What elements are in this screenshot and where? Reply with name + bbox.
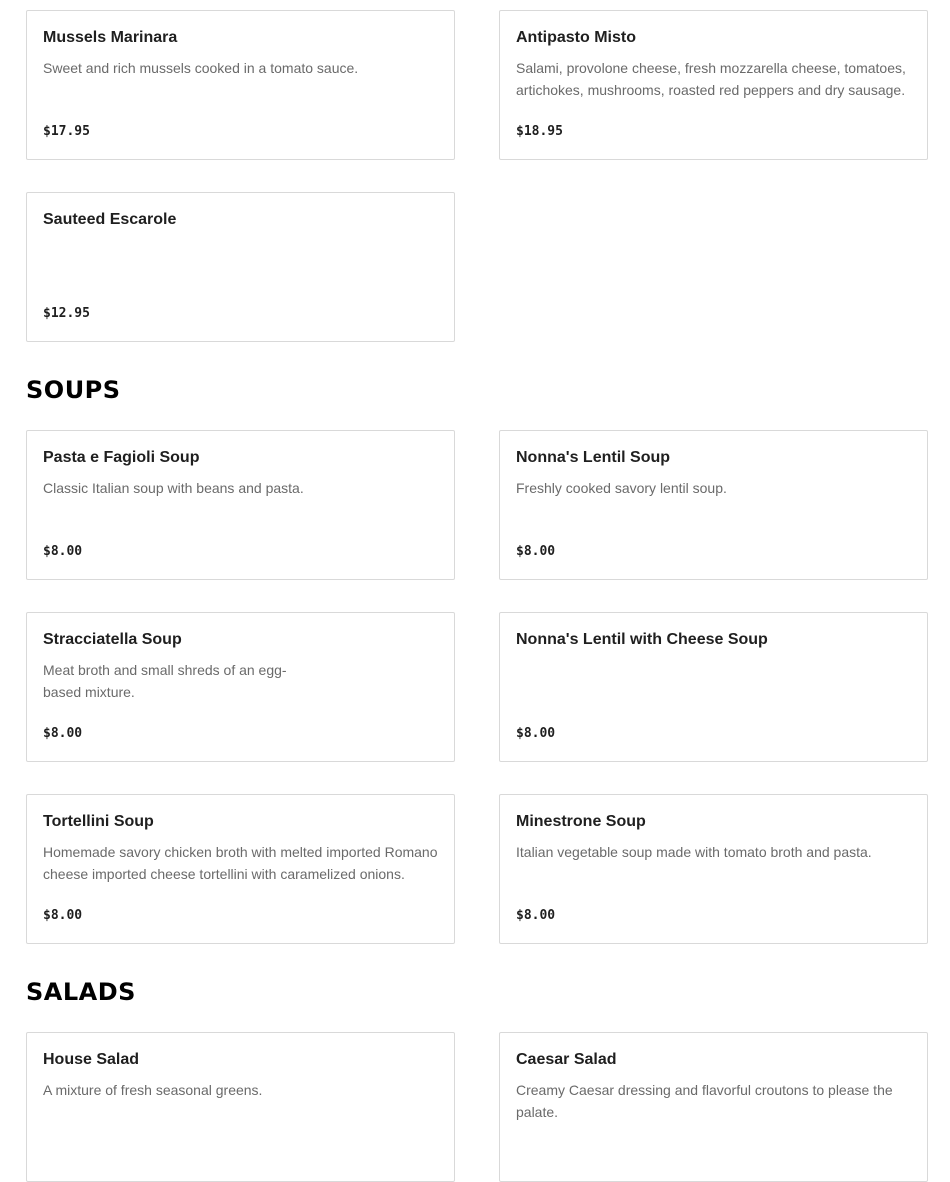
menu-item-name: Nonna's Lentil with Cheese Soup <box>516 631 768 648</box>
menu-item-name: Minestrone Soup <box>516 813 646 830</box>
menu-item-price: $8.00 <box>516 726 556 741</box>
menu-item-description: Salami, provolone cheese, fresh mozzarella cheese, tomatoes, artichokes, mushrooms, roasted red peppers and dry sausage. <box>516 60 906 98</box>
menu-item-card[interactable] <box>499 10 928 160</box>
menu-item-name: Tortellini Soup <box>43 813 154 830</box>
menu-item-description: Italian vegetable soup made with tomato broth and pasta. <box>516 844 872 860</box>
menu-item-description: Classic Italian soup with beans and pasta. <box>43 480 304 496</box>
menu-item-name: Nonna's Lentil Soup <box>516 449 671 466</box>
menu-item-price: $8.00 <box>516 908 556 923</box>
menu-item-card[interactable] <box>499 430 928 580</box>
menu-item-price: $8.00 <box>43 726 83 741</box>
salads-grid <box>26 1032 928 1182</box>
menu-item-description: Sweet and rich mussels cooked in a tomato sauce. <box>43 60 359 76</box>
menu-item-price: $17.95 <box>43 124 90 139</box>
menu-item-name: Caesar Salad <box>516 1051 617 1068</box>
menu-item-card[interactable] <box>26 10 455 160</box>
menu-item-card[interactable] <box>26 430 455 580</box>
menu-item-description: Meat broth and small shreds of an egg-based mixture. <box>43 662 287 700</box>
menu-item-card[interactable] <box>26 794 455 944</box>
menu-item-name: Sauteed Escarole <box>43 211 177 228</box>
menu-item-description: Homemade savory chicken broth with melted imported Romano cheese imported cheese tortellini with caramelized onions. <box>43 844 438 882</box>
menu-item-name: Pasta e Fagioli Soup <box>43 449 200 466</box>
menu-item-card[interactable] <box>499 1032 928 1182</box>
menu-item-name: Mussels Marinara <box>43 29 178 46</box>
menu-item-card[interactable] <box>26 192 455 342</box>
menu-item-price: $8.00 <box>516 544 556 559</box>
menu-page <box>26 10 928 1182</box>
menu-item-card[interactable] <box>26 612 455 762</box>
menu-item-description: A mixture of fresh seasonal greens. <box>43 1082 263 1098</box>
menu-item-description: Creamy Caesar dressing and flavorful croutons to please the palate. <box>516 1082 893 1120</box>
menu-item-name: House Salad <box>43 1051 140 1068</box>
menu-item-price: $8.00 <box>43 908 83 923</box>
menu-item-description: Freshly cooked savory lentil soup. <box>516 480 727 496</box>
menu-item-name: Antipasto Misto <box>516 29 636 46</box>
section-heading-salads: SALADS <box>26 978 136 1006</box>
menu-item-price: $8.00 <box>43 544 83 559</box>
menu-item-card[interactable] <box>499 794 928 944</box>
menu-item-card[interactable] <box>499 612 928 762</box>
menu-item-card[interactable] <box>26 1032 455 1182</box>
soups-grid <box>26 430 928 944</box>
starters-grid <box>26 10 928 342</box>
menu-item-price: $12.95 <box>43 306 90 321</box>
section-heading-soups: SOUPS <box>26 376 121 404</box>
menu-item-price: $18.95 <box>516 124 563 139</box>
menu-item-name: Stracciatella Soup <box>43 631 182 648</box>
